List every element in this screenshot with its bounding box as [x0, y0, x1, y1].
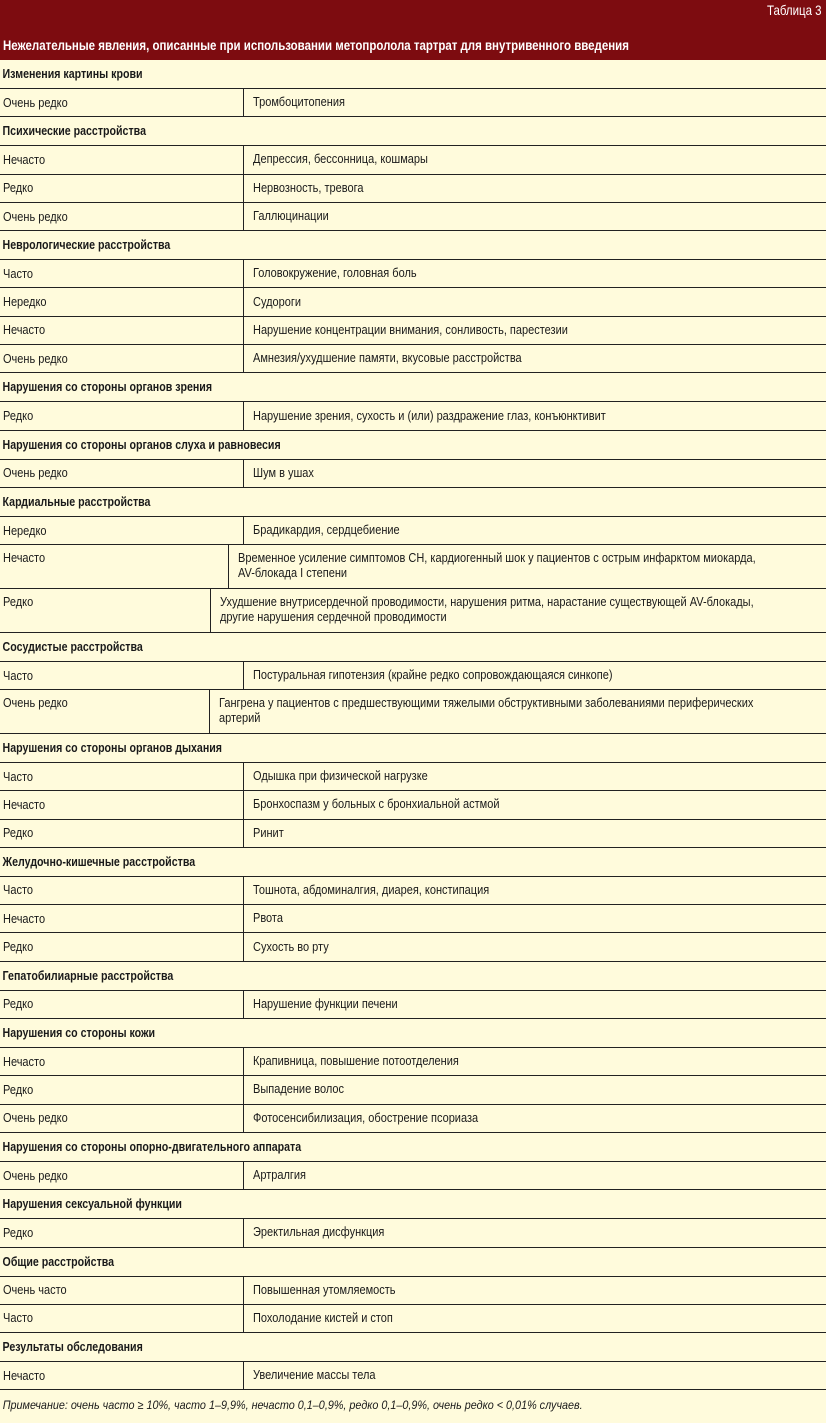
- table-row: [0, 146, 826, 174]
- frequency-text: Нередко: [3, 295, 47, 310]
- effect-text: Артралгия: [253, 1168, 307, 1183]
- section-title: Психические расстройства: [2, 124, 146, 139]
- frequency-cell: [0, 1105, 244, 1132]
- frequency-text: Редко: [3, 595, 34, 610]
- frequency-text: Очень редко: [3, 696, 68, 711]
- effect-text: Одышка при физической нагрузке: [253, 769, 428, 784]
- frequency-cell: [0, 877, 244, 904]
- frequency-cell: [0, 146, 244, 173]
- table-header: [0, 0, 826, 60]
- frequency-text: Очень редко: [3, 209, 68, 224]
- effect-text: Постуральная гипотензия (крайне редко сопровождающаяся синкопе): [253, 668, 613, 682]
- frequency-text: Часто: [3, 266, 33, 281]
- table-row: [0, 1076, 826, 1104]
- table-row: [0, 791, 826, 819]
- frequency-cell: [0, 791, 244, 818]
- frequency-text: Редко: [3, 940, 34, 955]
- effect-text: Крапивница, повышение потоотделения: [253, 1054, 459, 1069]
- table-number: Таблица 3: [767, 2, 822, 18]
- effect-text: Судороги: [253, 294, 302, 309]
- effect-text: Брадикардия, сердцебиение: [253, 523, 400, 538]
- table-title: Нежелательные явления, описанные при использовании метопролола тартрат для внутривенного введения: [3, 37, 629, 53]
- frequency-text: Нечасто: [3, 551, 46, 566]
- table-row: [0, 175, 826, 203]
- table-row: [0, 877, 826, 905]
- effect-text: Ухудшение внутрисердечной проводимости, нарушения ритма, нарастание существующей AV-блокады,: [219, 595, 754, 610]
- frequency-cell: [0, 589, 211, 632]
- section-header: [0, 231, 826, 260]
- frequency-text: Часто: [3, 883, 33, 898]
- table-row: [0, 662, 826, 690]
- section-title: Нарушения со стороны опорно-двигательного аппарата: [2, 1139, 302, 1154]
- frequency-cell: [0, 203, 244, 230]
- section-header: [0, 1133, 826, 1162]
- effect-cell: [244, 991, 826, 1018]
- frequency-text: Нечасто: [3, 797, 46, 812]
- table-row: [0, 589, 826, 633]
- effect-text: Повышенная утомляемость: [253, 1282, 396, 1297]
- section-title: Общие расстройства: [2, 1254, 115, 1269]
- frequency-text: Редко: [3, 1082, 34, 1097]
- effect-cell: [211, 589, 826, 632]
- effect-cell: [244, 203, 826, 230]
- table-note: Примечание: очень часто ≥ 10%, часто 1–9,9%, нечасто 0,1–0,9%, редко 0,1–0,9%, очень редко < 0,01% случаев.: [2, 1398, 583, 1413]
- table-row: [0, 933, 826, 961]
- table-row: [0, 317, 826, 345]
- effect-text: другие нарушения сердечной проводимости: [219, 610, 447, 625]
- effect-cell: [244, 1048, 826, 1075]
- frequency-text: Нечасто: [3, 323, 46, 338]
- frequency-cell: [0, 288, 244, 315]
- section-header: [0, 633, 826, 662]
- effect-text: Похолодание кистей и стоп: [253, 1310, 393, 1325]
- section-header: [0, 1333, 826, 1362]
- frequency-text: Редко: [3, 409, 34, 424]
- effect-text: Нарушение функции печени: [253, 996, 398, 1011]
- table-row: [0, 1048, 826, 1076]
- frequency-text: Часто: [3, 668, 33, 683]
- effect-cell: [244, 791, 826, 818]
- frequency-text: Редко: [3, 181, 34, 196]
- effect-cell: [244, 175, 826, 202]
- effect-text: Эректильная дисфункция: [253, 1225, 385, 1240]
- effect-text: Головокружение, головная боль: [253, 266, 417, 281]
- section-title: Нарушения со стороны органов дыхания: [2, 740, 222, 755]
- table-row: [0, 1219, 826, 1247]
- table-row: [0, 1362, 826, 1390]
- section-title: Кардиальные расстройства: [2, 494, 151, 509]
- adverse-events-table: [0, 60, 826, 1390]
- table-row: [0, 260, 826, 288]
- effect-cell: [244, 288, 826, 315]
- effect-text: AV-блокада I степени: [237, 566, 347, 581]
- effect-cell: [244, 1277, 826, 1304]
- section-header: [0, 962, 826, 991]
- section-title: Нарушения со стороны органов слуха и равновесия: [2, 437, 281, 452]
- effect-text: Рвота: [253, 911, 283, 926]
- table-row: [0, 402, 826, 430]
- frequency-text: Нередко: [3, 523, 47, 538]
- section-title: Нарушения со стороны органов зрения: [2, 380, 213, 395]
- section-header: [0, 431, 826, 460]
- effect-text: Шум в ушах: [253, 465, 314, 480]
- section-header: [0, 488, 826, 517]
- frequency-text: Нечасто: [3, 1054, 46, 1069]
- effect-cell: [229, 545, 826, 588]
- effect-text: Нарушение концентрации внимания, сонливость, парестезии: [253, 322, 568, 337]
- section-title: Нарушения сексуальной функции: [2, 1197, 182, 1212]
- effect-text: Временное усиление симптомов СН, кардиогенный шок у пациентов с острым инфарктом миокарда,: [237, 551, 756, 566]
- effect-cell: [210, 690, 826, 733]
- frequency-cell: [0, 1219, 244, 1246]
- effect-text: Нарушение зрения, сухость и (или) раздражение глаз, конъюнктивит: [253, 408, 606, 423]
- frequency-cell: [0, 517, 244, 544]
- frequency-cell: [0, 1362, 244, 1389]
- effect-text: Сухость во рту: [253, 939, 329, 954]
- frequency-cell: [0, 1162, 244, 1189]
- table-row: [0, 905, 826, 933]
- table-row: [0, 1162, 826, 1190]
- effect-cell: [244, 1162, 826, 1189]
- frequency-text: Очень часто: [3, 1283, 67, 1298]
- section-header: [0, 1248, 826, 1277]
- effect-text: Ринит: [253, 825, 284, 840]
- section-title: Неврологические расстройства: [2, 238, 171, 253]
- frequency-text: Очень редко: [3, 1168, 68, 1183]
- frequency-cell: [0, 89, 244, 116]
- table-row: [0, 763, 826, 791]
- frequency-cell: [0, 175, 244, 202]
- effect-text: Тромбоцитопения: [253, 95, 345, 110]
- effect-text: Выпадение волос: [253, 1082, 345, 1097]
- section-title: Изменения картины крови: [2, 67, 143, 81]
- effect-text: Галлюцинации: [253, 209, 329, 224]
- effect-text: артерий: [218, 711, 261, 726]
- effect-text: Бронхоспазм у больных с бронхиальной астмой: [253, 797, 500, 812]
- frequency-text: Редко: [3, 826, 34, 841]
- section-title: Нарушения со стороны кожи: [2, 1026, 156, 1041]
- frequency-text: Нечасто: [3, 1368, 46, 1383]
- frequency-text: Очень редко: [3, 1111, 68, 1126]
- frequency-cell: [0, 662, 244, 689]
- frequency-text: Очень редко: [3, 351, 68, 366]
- effect-cell: [244, 820, 826, 847]
- section-header: [0, 848, 826, 877]
- frequency-cell: [0, 317, 244, 344]
- effect-text: Фотосенсибилизация, обострение псориаза: [253, 1110, 479, 1125]
- section-header: [0, 734, 826, 763]
- effect-cell: [244, 460, 826, 487]
- effect-cell: [244, 877, 826, 904]
- table-row: [0, 1305, 826, 1333]
- frequency-cell: [0, 545, 229, 588]
- effect-text: Депрессия, бессонница, кошмары: [253, 152, 428, 167]
- effect-text: Гангрена у пациентов с предшествующими тяжелыми обструктивными заболеваниями периферических: [218, 696, 754, 711]
- frequency-cell: [0, 1305, 244, 1332]
- table-row: [0, 288, 826, 316]
- section-header: [0, 1190, 826, 1219]
- effect-cell: [244, 905, 826, 932]
- frequency-text: Нечасто: [3, 911, 46, 926]
- table-row: [0, 991, 826, 1019]
- frequency-cell: [0, 905, 244, 932]
- section-title: Сосудистые расстройства: [2, 639, 143, 654]
- frequency-cell: [0, 933, 244, 960]
- effect-cell: [244, 933, 826, 960]
- table-row: [0, 1105, 826, 1133]
- table-row: [0, 1277, 826, 1305]
- section-header: [0, 373, 826, 402]
- table-row: [0, 820, 826, 848]
- frequency-cell: [0, 820, 244, 847]
- frequency-cell: [0, 1076, 244, 1103]
- frequency-text: Нечасто: [3, 152, 46, 167]
- effect-cell: [244, 1305, 826, 1332]
- frequency-text: Часто: [3, 1311, 33, 1326]
- table-row: [0, 345, 826, 373]
- frequency-cell: [0, 460, 244, 487]
- frequency-text: Редко: [3, 1225, 34, 1240]
- frequency-text: Очень редко: [3, 466, 68, 481]
- effect-cell: [244, 260, 826, 287]
- frequency-text: Редко: [3, 997, 34, 1012]
- table-row: [0, 89, 826, 117]
- effect-cell: [244, 146, 826, 173]
- frequency-cell: [0, 402, 244, 429]
- effect-cell: [244, 345, 826, 372]
- frequency-text: Часто: [3, 769, 33, 784]
- effect-cell: [244, 662, 826, 689]
- effect-text: Тошнота, абдоминалгия, диарея, констипация: [253, 882, 490, 897]
- table-row: [0, 690, 826, 734]
- section-title: Результаты обследования: [2, 1340, 143, 1355]
- effect-cell: [244, 1219, 826, 1246]
- frequency-cell: [0, 690, 210, 733]
- effect-cell: [244, 89, 826, 116]
- effect-cell: [244, 763, 826, 790]
- effect-cell: [244, 402, 826, 429]
- frequency-cell: [0, 1048, 244, 1075]
- effect-text: Амнезия/ухудшение памяти, вкусовые расстройства: [253, 351, 522, 366]
- table-row: [0, 203, 826, 231]
- frequency-cell: [0, 345, 244, 372]
- section-header: [0, 1019, 826, 1048]
- effect-cell: [244, 1105, 826, 1132]
- section-header: [0, 60, 826, 89]
- section-header: [0, 117, 826, 146]
- effect-cell: [244, 317, 826, 344]
- frequency-text: Очень редко: [3, 95, 68, 110]
- effect-text: Увеличение массы тела: [253, 1368, 376, 1383]
- frequency-cell: [0, 763, 244, 790]
- effect-text: Нервозность, тревога: [253, 180, 364, 195]
- section-title: Желудочно-кишечные расстройства: [2, 854, 196, 869]
- effect-cell: [244, 1362, 826, 1389]
- frequency-cell: [0, 260, 244, 287]
- table-row: [0, 460, 826, 488]
- table-row: [0, 545, 826, 589]
- frequency-cell: [0, 1277, 244, 1304]
- effect-cell: [244, 1076, 826, 1103]
- effect-cell: [244, 517, 826, 544]
- section-title: Гепатобилиарные расстройства: [2, 968, 174, 983]
- table-row: [0, 517, 826, 545]
- frequency-cell: [0, 991, 244, 1018]
